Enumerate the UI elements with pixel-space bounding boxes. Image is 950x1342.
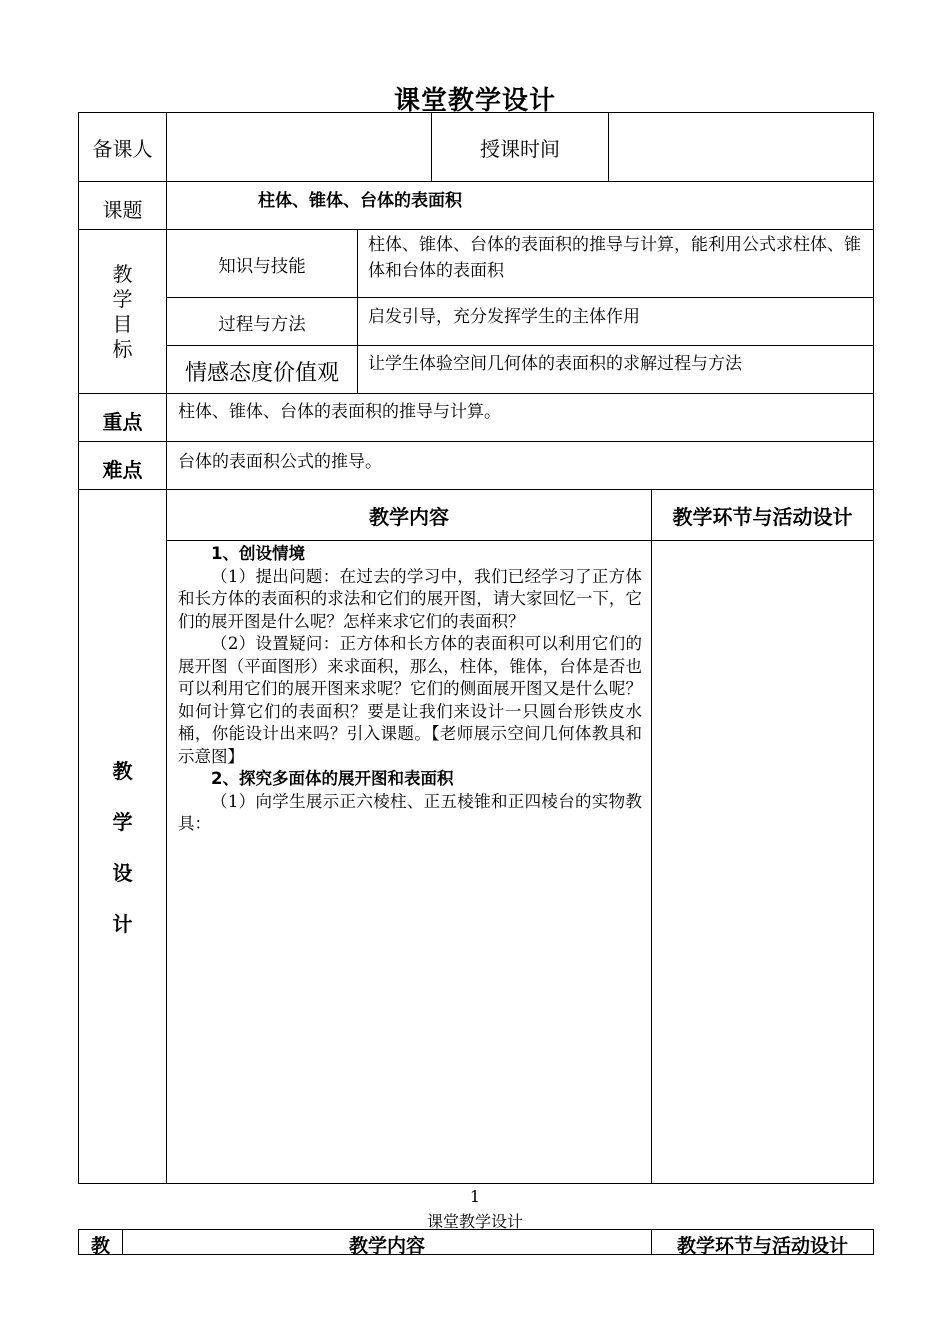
design-label: 教 学 设 计 xyxy=(112,759,133,936)
difficulty-text: 台体的表面积公式的推导。 xyxy=(178,452,382,472)
objective-text-attitude: 让学生体验空间几何体的表面积的求解过程与方法 xyxy=(368,354,742,374)
preparer-value xyxy=(167,113,431,181)
running-title: 课堂教学设计 xyxy=(426,1212,523,1231)
preparer-label: 备课人 xyxy=(92,136,153,161)
section-heading: 1、创设情境 xyxy=(211,544,305,563)
design-activity-header: 教学环节与活动设计 xyxy=(672,504,853,529)
objectives-label: 教 学 目 标 xyxy=(112,262,133,361)
objective-label-attitude: 情感态度价值观 xyxy=(184,361,339,386)
objective-text-process: 启发引导，充分发挥学生的主体作用 xyxy=(368,307,640,327)
next-col-label: 教 xyxy=(90,1235,110,1257)
time-value xyxy=(609,113,873,181)
paragraph: （1）提出问题：在过去的学习中，我们已经学习了正方体和长方体的表面积的求法和它们的展开图，请大家回忆一下，它们的展开图是什么呢？怎样来求它们的表面积？ xyxy=(178,566,642,631)
paragraph: （1）向学生展示正六棱柱、正五棱锥和正四棱台的实物教具： xyxy=(178,791,642,833)
key-point-text: 柱体、锥体、台体的表面积的推导与计算。 xyxy=(178,402,501,422)
section-heading: 2、探究多面体的展开图和表面积 xyxy=(211,769,454,788)
design-content-header: 教学内容 xyxy=(369,504,449,529)
page-title: 课堂教学设计 xyxy=(393,86,556,116)
objective-text-knowledge: 柱体、锥体、台体的表面积的推导与计算，能利用公式求柱体、锥体和台体的表面积 xyxy=(368,235,861,281)
next-col-activity: 教学环节与活动设计 xyxy=(676,1235,848,1257)
objective-label-knowledge: 知识与技能 xyxy=(218,257,306,277)
difficulty-label: 难点 xyxy=(102,457,143,482)
time-label: 授课时间 xyxy=(480,136,560,161)
paragraph: （2）设置疑问：正方体和长方体的表面积可以利用它们的展开图（平面图形）来求面积，那么，柱体，锥体，台体是否也可以利用它们的展开图来求呢？它们的侧面展开图又是什么呢？如何计算它们的表面积？要是让我们来设计一只圆台形铁皮水桶，你能设计出来吗？引入课题。【老师展示空间几何体教具和示意图】 xyxy=(178,634,642,766)
key-point-label: 重点 xyxy=(102,409,143,434)
topic-value: 柱体、锥体、台体的表面积 xyxy=(258,191,462,211)
design-content-body xyxy=(178,543,642,836)
page-number: 1 xyxy=(469,1187,481,1206)
objective-label-process: 过程与方法 xyxy=(218,315,306,335)
next-col-content: 教学内容 xyxy=(348,1235,425,1257)
topic-label: 课题 xyxy=(102,197,143,222)
